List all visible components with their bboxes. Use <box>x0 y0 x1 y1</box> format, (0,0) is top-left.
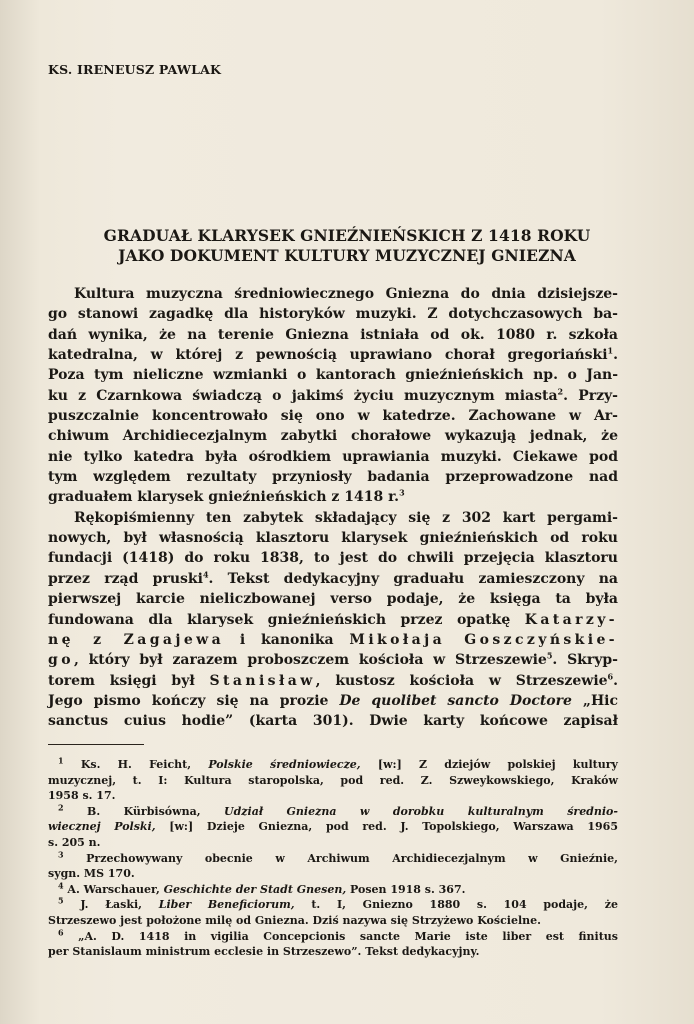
text-line: fundacji (1418) do roku 1838, to jest do chwili przejęcia klasztoru <box>48 550 618 567</box>
footnote-author: Ks. H. Feicht, <box>80 758 192 771</box>
text-line: Kultura muzyczna średniowiecznego Gniezna do dnia dzisiejsze- <box>74 286 618 302</box>
text-line: Rękopiśmienny ten zabytek składający się z 302 kart pergami- <box>74 509 618 526</box>
footnote-ref: 1 <box>607 345 614 356</box>
text-segment: . <box>613 672 618 689</box>
text-line: go stanowi zagadkę dla historyków muzyki. Z dotychczasowych ba- <box>48 306 618 323</box>
footnote-line <box>48 819 618 835</box>
text-line <box>48 691 618 711</box>
footnote-rule <box>48 744 144 745</box>
footnote-line: sygn. MS 170. <box>48 867 135 881</box>
text-segment: torem księgi był <box>48 672 195 689</box>
footnote-ref: 4 <box>202 569 209 580</box>
footnote-line: muzycznej, t. I: Kultura staropolska, pod red. Z. Szweykowskiego, Kraków <box>48 773 618 787</box>
footnote-number: 4 <box>58 880 64 891</box>
footnote-text: Posen 1918 s. 367. <box>350 882 466 896</box>
footnote-title: Geschichte der Stadt Gnesen, <box>163 882 347 896</box>
footnote-ref: 6 <box>607 670 614 681</box>
text-line: dań wynika, że na terenie Gniezna istniała od ok. 1080 r. szkoła <box>48 326 618 343</box>
footnote-line: s. 205 n. <box>48 835 101 849</box>
text-segment: . Skryp- <box>552 652 618 669</box>
text-line: puszczalnie koncentrowało się ono w katedrze. Zachowane w Ar- <box>48 408 618 425</box>
footnote-title: Polskie średniowiecze, <box>208 758 361 771</box>
text-segment: , kustosz kościoła w Strzeszewie <box>315 672 608 689</box>
text-line <box>48 650 618 670</box>
text-line <box>48 487 618 507</box>
footnote-1 <box>48 757 618 773</box>
footnote-ref: 2 <box>557 386 564 397</box>
text-line <box>48 671 618 691</box>
text-line <box>48 610 618 630</box>
footnote-title: Udział Gniezna w dorobku kulturalnym średnio- <box>224 804 618 818</box>
footnote-4 <box>48 882 618 898</box>
footnote-5 <box>48 897 618 913</box>
footnote-number: 2 <box>58 802 64 813</box>
text-segment: ku z Czarnkowa świadczą o jakimś życiu muzycznym miasta <box>48 387 558 404</box>
footnote-6 <box>48 926 618 945</box>
text-line: pierwszej karcie nieliczbowanej verso podaje, że księga ta była <box>48 591 618 608</box>
footnote-text: Przechowywany obecnie w Archiwum Archidiecezjalnym w Gnieźnie, <box>86 851 618 865</box>
footnote-text: t. I, Gniezno 1880 s. 104 podaje, że <box>311 898 618 912</box>
text-line: nowych, był własnością klasztoru klarysek gnieźnieńskich od roku <box>48 530 618 547</box>
text-line: chiwum Archidiecezjalnym zabytki chorałowe wykazują jednak, że <box>48 428 618 445</box>
text-segment: „Hic <box>582 692 619 709</box>
footnote-title: Liber Beneficiorum, <box>158 898 295 912</box>
footnote-number: 5 <box>58 895 64 906</box>
text-segment: i kanonika <box>239 631 334 648</box>
footnote-line: Strzeszewo jest położone milę od Gniezna. Dziś nazywa się Strzyżewo Kościelne. <box>48 913 541 927</box>
footnote-number: 6 <box>58 926 64 937</box>
footnote-line: 1958 s. 17. <box>48 789 116 803</box>
footnote-author: J. Łaski, <box>80 898 142 912</box>
footnote-author: B. Kürbisówna, <box>87 804 201 818</box>
text-line: tym względem rezultaty przyniosły badania przeprowadzone nad <box>48 469 618 486</box>
footnote-ref: 3 <box>399 487 405 498</box>
text-segment: fundowana dla klarysek gnieźnieńskich przez opatkę <box>48 611 511 628</box>
spaced-name: nę z Zagajewa <box>48 631 225 648</box>
footnotes <box>48 757 618 960</box>
footnote-title: wiecznej Polski, <box>48 820 156 834</box>
footnote-number: 1 <box>58 755 64 766</box>
text-segment: . Przy- <box>563 387 618 404</box>
footnote-author: A. Warschauer, <box>67 882 160 896</box>
text-segment: przez rząd pruski <box>48 570 203 587</box>
article-title <box>40 226 654 266</box>
text-line <box>48 630 618 650</box>
running-head: KS. IRENEUSZ PAWLAK <box>48 62 222 77</box>
title-line-2: JAKO DOKUMENT KULTURY MUZYCZNEJ GNIEZNA <box>118 246 576 265</box>
footnote-text: [w:] Dzieje Gniezna, pod red. J. Topolskiego, Warszawa 1965 <box>169 820 618 834</box>
text-line <box>48 345 618 365</box>
text-segment: Jego pismo kończy się na prozie <box>48 692 329 709</box>
footnote-2 <box>48 804 618 820</box>
spaced-name: go <box>48 652 74 669</box>
italic-title: De quolibet sancto Doctore <box>339 692 572 709</box>
text-line: nie tylko katedra była ośrodkiem uprawiania muzyki. Ciekawe pod <box>48 448 618 465</box>
spaced-name: Katarzy- <box>524 611 619 628</box>
text-line: Poza tym nieliczne wzmianki o kantorach gnieźnieńskich np. o Jan- <box>48 367 618 384</box>
text-segment: . <box>613 347 618 364</box>
text-segment: katedralna, w której z pewnością uprawiano chorał gregoriański <box>48 347 608 364</box>
text-line <box>48 569 618 589</box>
text-segment: graduałem klarysek gnieźnieńskich z 1418 r. <box>48 489 400 506</box>
spaced-name: Stanisław <box>209 672 316 689</box>
footnote-number: 3 <box>58 848 64 859</box>
text-segment: . Tekst dedykacyjny graduału zamieszczony na <box>208 570 618 587</box>
footnote-text: [w:] Z dziejów polskiej kultury <box>377 758 618 771</box>
footnote-ref: 5 <box>546 650 553 661</box>
spaced-name: Mikołaja Goszczyńskie- <box>349 631 619 648</box>
body-text <box>48 284 618 732</box>
title-line-1: GRADUAŁ KLARYSEK GNIEŹNIEŃSKICH Z 1418 ROKU <box>103 226 591 245</box>
footnote-line: per Stanislaum ministrum ecclesie in Strzeszewo”. Tekst dedykacyjny. <box>48 945 480 959</box>
footnote-3 <box>48 848 618 867</box>
text-line <box>48 386 618 406</box>
footnote-text: „A. D. 1418 in vigilia Concepcionis sancte Marie iste liber est finitus <box>78 929 618 943</box>
text-segment: , który był zarazem proboszczem kościoła w Strzeszewie <box>73 652 547 669</box>
text-line: sanctus cuius hodie” (karta 301). Dwie karty końcowe zapisał <box>48 713 618 730</box>
